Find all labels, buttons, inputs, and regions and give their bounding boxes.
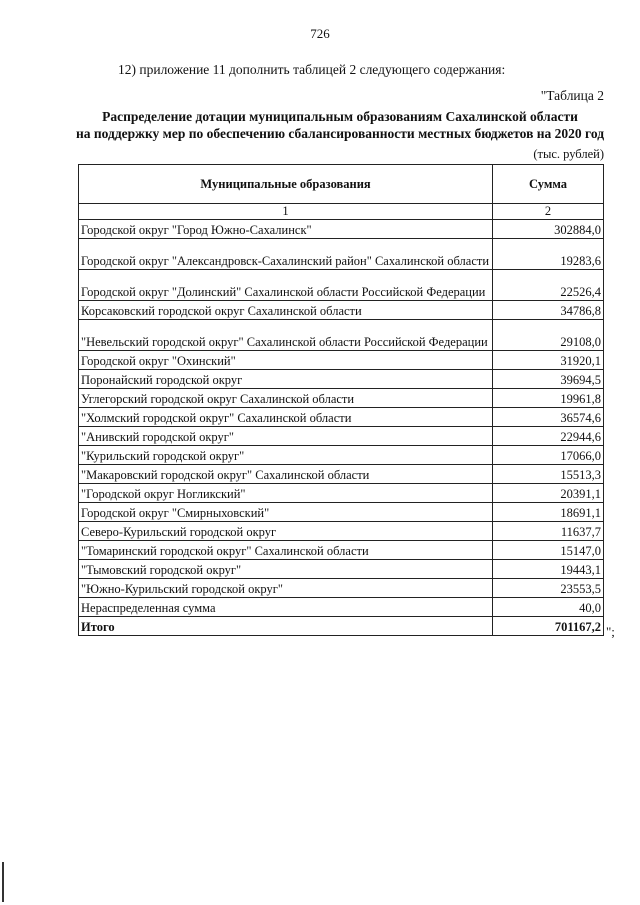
subsidy-amount: 23553,5 — [493, 579, 604, 598]
title-line-2: на поддержку мер по обеспечению сбалансированности местных бюджетов на 2020 год — [75, 126, 605, 141]
municipality-name: Городской округ "Охинский" — [79, 351, 493, 370]
table-title — [60, 108, 620, 142]
table-row — [79, 427, 604, 446]
table-row — [79, 522, 604, 541]
municipality-name: "Макаровский городской округ" Сахалинской области — [79, 465, 493, 484]
subsidy-amount: 29108,0 — [493, 320, 604, 351]
municipality-name: "Томаринский городской округ" Сахалинской области — [79, 541, 493, 560]
subsidy-amount: 15147,0 — [493, 541, 604, 560]
total-row — [79, 617, 604, 636]
municipality-name: Корсаковский городской округ Сахалинской области — [79, 301, 493, 320]
table-row — [79, 220, 604, 239]
subsidy-amount: 31920,1 — [493, 351, 604, 370]
subsidy-amount: 34786,8 — [493, 301, 604, 320]
municipality-name: Углегорский городской округ Сахалинской области — [79, 389, 493, 408]
subsidy-amount: 20391,1 — [493, 484, 604, 503]
subsidy-amount: 19283,6 — [493, 239, 604, 270]
municipality-name: "Невельский городской округ" Сахалинской области Российской Федерации — [79, 320, 493, 351]
subsidy-amount: 17066,0 — [493, 446, 604, 465]
municipality-name: Нераспределенная сумма — [79, 598, 493, 617]
header-row — [79, 165, 604, 204]
municipality-name: "Городской округ Ногликский" — [79, 484, 493, 503]
table-row — [79, 484, 604, 503]
column-number-1: 1 — [79, 204, 493, 220]
distribution-table — [78, 164, 604, 636]
total-label: Итого — [79, 617, 493, 636]
column-number-2: 2 — [493, 204, 604, 220]
subsidy-amount: 19961,8 — [493, 389, 604, 408]
table-row — [79, 320, 604, 351]
subsidy-amount: 15513,3 — [493, 465, 604, 484]
subsidy-amount: 39694,5 — [493, 370, 604, 389]
municipality-name: Городской округ "Александровск-Сахалинский район" Сахалинской области — [79, 239, 493, 270]
subsidy-amount: 19443,1 — [493, 560, 604, 579]
title-line-1: Распределение дотации муниципальным образованиям Сахалинской области — [102, 109, 578, 124]
subsidy-amount: 22944,6 — [493, 427, 604, 446]
municipality-name: "Анивский городской округ" — [79, 427, 493, 446]
total-value: 701167,2 — [493, 617, 604, 636]
municipality-name: Городской округ "Город Южно-Сахалинск" — [79, 220, 493, 239]
municipality-name: "Курильский городской округ" — [79, 446, 493, 465]
header-sum: Сумма — [493, 165, 604, 204]
intro-text: 12) приложение 11 дополнить таблицей 2 следующего содержания: — [118, 62, 506, 77]
table-tag: "Таблица 2 — [540, 88, 604, 103]
table-row — [79, 239, 604, 270]
closing-quote: "; — [606, 624, 615, 639]
header-municipalities: Муниципальные образования — [79, 165, 493, 204]
table-row — [79, 389, 604, 408]
table-row — [79, 579, 604, 598]
table-row — [79, 270, 604, 301]
subsidy-amount: 11637,7 — [493, 522, 604, 541]
municipality-name: Городской округ "Смирныховский" — [79, 503, 493, 522]
table-row — [79, 301, 604, 320]
table-row — [79, 598, 604, 617]
units-label: (тыс. рублей) — [533, 147, 604, 161]
table-row — [79, 541, 604, 560]
table-row — [79, 560, 604, 579]
municipality-name: "Южно-Курильский городской округ" — [79, 579, 493, 598]
subsidy-amount: 18691,1 — [493, 503, 604, 522]
table-row — [79, 446, 604, 465]
table-row — [79, 465, 604, 484]
table-row — [79, 408, 604, 427]
municipality-name: "Холмский городской округ" Сахалинской области — [79, 408, 493, 427]
table-row — [79, 503, 604, 522]
subsidy-amount: 302884,0 — [493, 220, 604, 239]
table-row — [79, 370, 604, 389]
margin-mark — [2, 862, 4, 902]
page-number: 726 — [310, 26, 330, 41]
column-number-row — [79, 204, 604, 220]
table-row — [79, 351, 604, 370]
municipality-name: "Тымовский городской округ" — [79, 560, 493, 579]
municipality-name: Городской округ "Долинский" Сахалинской области Российской Федерации — [79, 270, 493, 301]
subsidy-amount: 40,0 — [493, 598, 604, 617]
subsidy-amount: 22526,4 — [493, 270, 604, 301]
subsidy-amount: 36574,6 — [493, 408, 604, 427]
municipality-name: Поронайский городской округ — [79, 370, 493, 389]
municipality-name: Северо-Курильский городской округ — [79, 522, 493, 541]
